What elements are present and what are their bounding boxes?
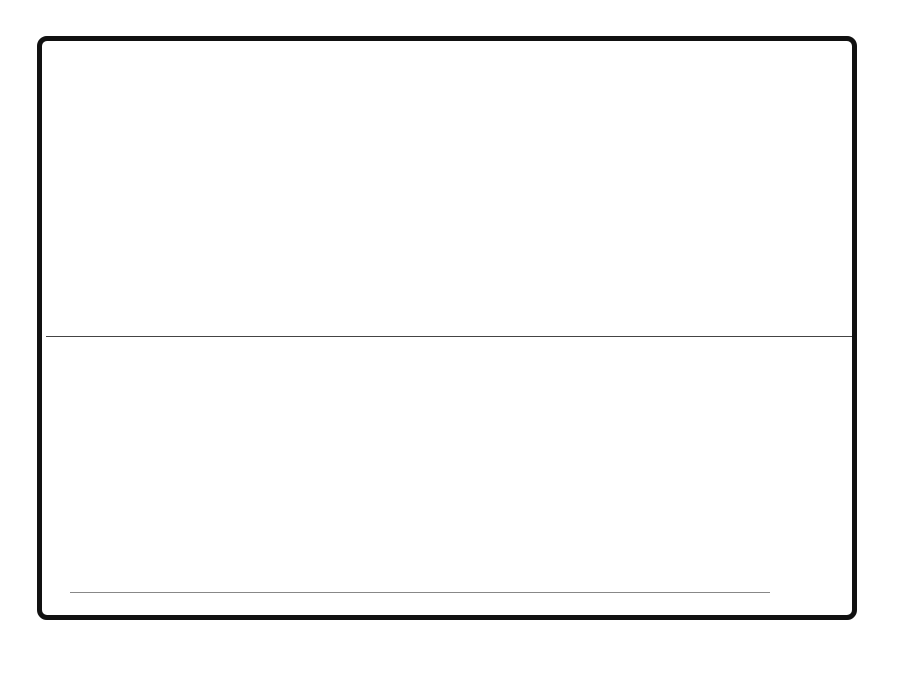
footer-rule	[70, 592, 770, 593]
planner-frame	[37, 36, 857, 620]
binding-spine	[46, 336, 852, 337]
